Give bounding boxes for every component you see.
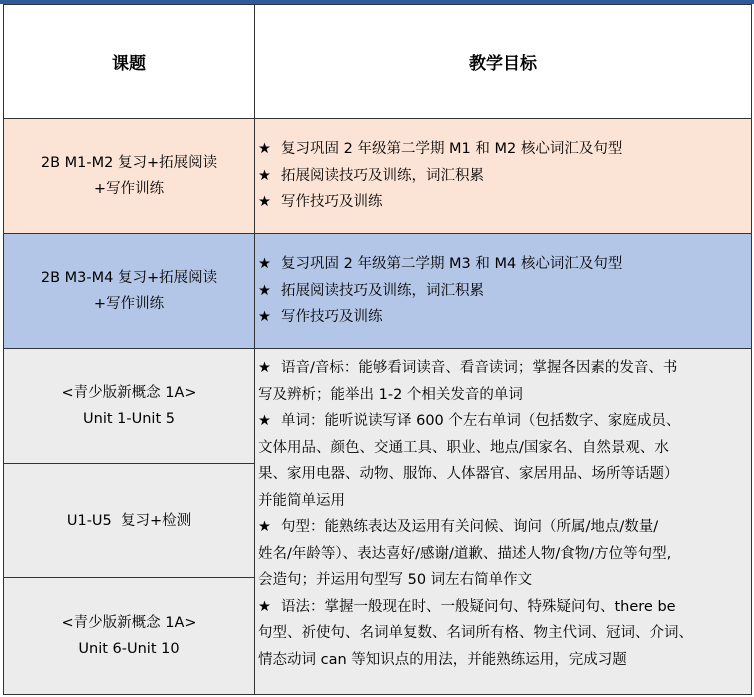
star-icon: ★ (258, 256, 271, 273)
goal-line: 姓名/年龄等）、表达喜好/感谢/道歉、描述人物/食物/方位等句型, (258, 545, 672, 562)
topic-cell (4, 234, 255, 349)
goal-line: ★ 语法：掌握一般现在时、一般疑问句、特殊疑问句、there be (258, 598, 676, 615)
topic-cell (4, 119, 255, 234)
goal-item: ★ 复习巩固 2 年级第二学期 M3 和 M4 核心词汇及句型 (258, 256, 623, 273)
goal-line: 会造句；并运用句型写 50 词左右简单作文 (258, 572, 533, 588)
topic-cell (4, 578, 255, 695)
goal-line: ★ 句型：能熟练表达及运用有关问候、询问（所属/地点/数量/ (258, 519, 659, 535)
goal-line: 果、家用电器、动物、服饰、人体器官、家居用品、场所等话题） (258, 466, 679, 482)
star-icon: ★ (258, 141, 271, 158)
topic-line: 2B M3-M4 复习+拓展阅读 (40, 270, 218, 286)
star-icon: ★ (258, 360, 271, 376)
goal-line: ★ 单词：能听说读写译 600 个左右单词（包括数字、家庭成员、 (258, 413, 681, 429)
goal-line: 文体用品、颜色、交通工具、职业、地点/国家名、自然景观、水 (258, 439, 669, 456)
star-icon: ★ (258, 413, 271, 429)
topic-cell (4, 349, 255, 464)
header-topic: 课题 (4, 5, 255, 119)
goal-item: ★ 写作技巧及训练 (258, 194, 383, 211)
goal-line: 情态动词 can 等知识点的用法，并能熟练运用，完成习题 (258, 651, 627, 668)
topic-line: <青少版新概念 1A> (61, 385, 197, 401)
star-icon: ★ (258, 194, 271, 211)
curriculum-table (3, 4, 752, 695)
goal-line: 写及辨析；能举出 1-2 个相关发音的单词 (258, 386, 523, 403)
goal-item: ★ 写作技巧及训练 (258, 309, 383, 326)
star-icon: ★ (258, 519, 271, 535)
topic-line: Unit 1-Unit 5 (83, 411, 175, 427)
goal-line: 句型、祈使句、名词单复数、名词所有格、物主代词、冠词、介词、 (258, 625, 693, 641)
goal-line: ★ 语音/音标：能够看词读音、看音读词；掌握各因素的发音、书 (258, 360, 678, 376)
table-row (4, 349, 752, 464)
topic-line: Unit 6-Unit 10 (78, 641, 180, 657)
header-goal: 教学目标 (255, 5, 752, 119)
topic-line: 2B M1-M2 复习+拓展阅读 (40, 155, 218, 171)
goal-item: ★ 拓展阅读技巧及训练，词汇积累 (258, 167, 484, 184)
star-icon: ★ (258, 309, 271, 326)
table-row (4, 234, 752, 349)
header-row (4, 5, 752, 119)
table-row (4, 119, 752, 234)
star-icon: ★ (258, 167, 271, 184)
star-icon: ★ (258, 598, 271, 615)
topic-line: +写作训练 (93, 181, 165, 197)
goal-item: ★ 复习巩固 2 年级第二学期 M1 和 M2 核心词汇及句型 (258, 141, 623, 158)
topic-line: +写作训练 (93, 296, 165, 312)
goal-cell (255, 234, 752, 349)
goal-line: 并能简单运用 (258, 492, 345, 509)
topic-line: <青少版新概念 1A> (61, 615, 197, 631)
topic-cell (4, 464, 255, 578)
star-icon: ★ (258, 282, 271, 299)
topic-line: U1-U5 复习+检测 (66, 512, 192, 529)
merged-goal-cell (255, 349, 752, 695)
goal-cell (255, 119, 752, 234)
goal-item: ★ 拓展阅读技巧及训练，词汇积累 (258, 282, 484, 299)
